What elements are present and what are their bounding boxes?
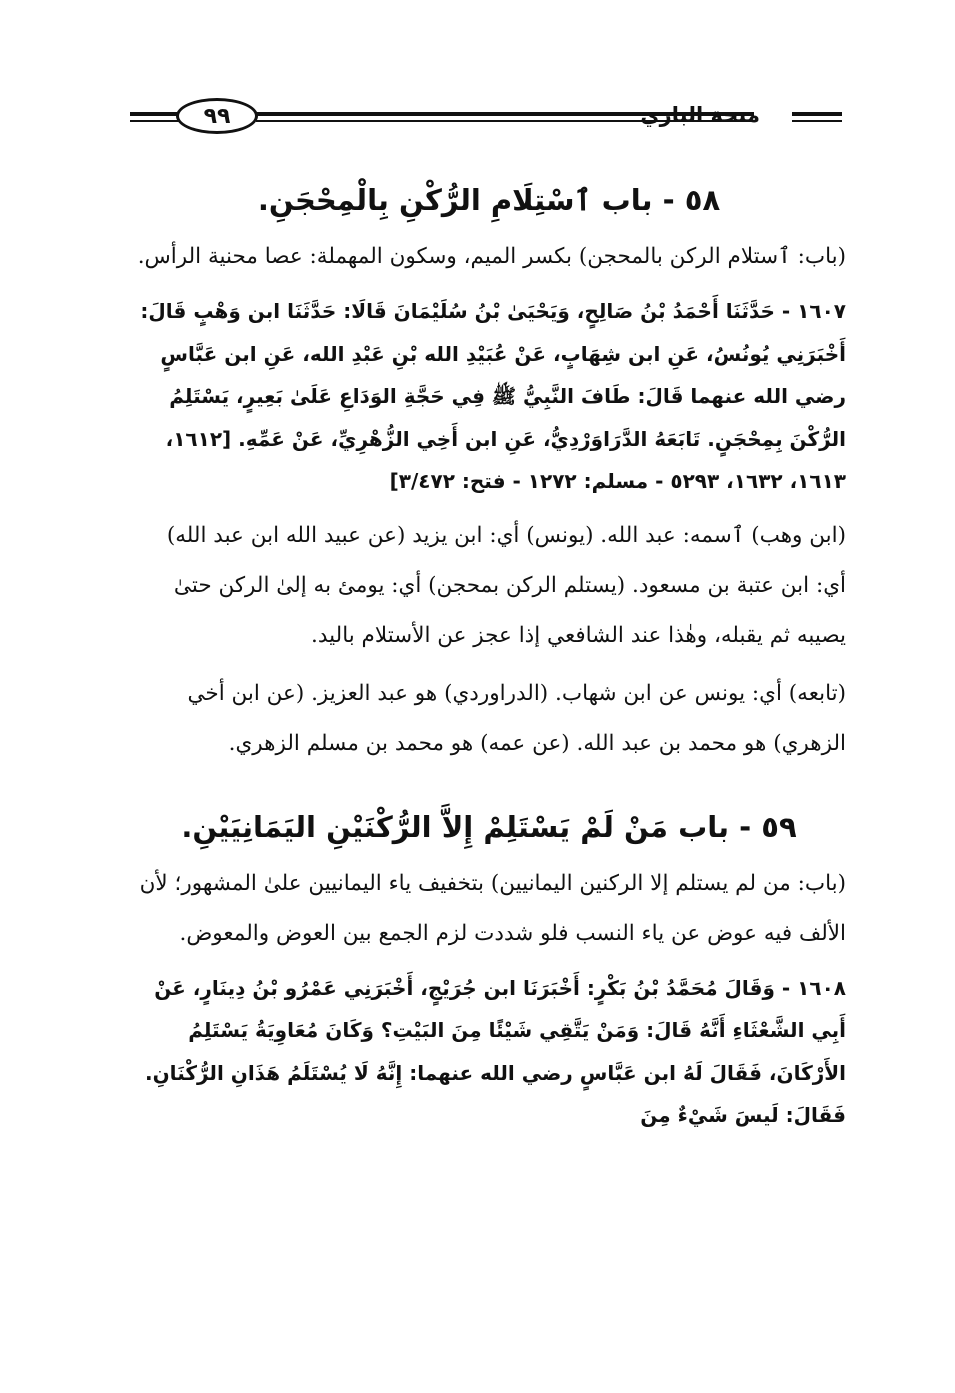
header-rule-right-thin xyxy=(792,120,842,122)
chapter-intro-58: (باب: ٱستلام الركن بالمحجن) بكسر الميم، وسكون المهملة: عصا محنية الرأس. xyxy=(137,244,846,269)
page-number-badge xyxy=(176,98,258,134)
hadith-1608: ١٦٠٨ - وَقَالَ مُحَمَّدُ بْنُ بَكْرٍ: أَخْبَرَنَا ابن جُرَيْجٍ، أَخْبَرَنِي عَمْرُو بْنُ دِينَارٍ، عَنْ أَبِي الشَّعْثَاءِ أَنَّهُ قَالَ: وَمَنْ يَتَّقِي شَيْئًا مِنَ البَيْتِ؟ وَكَانَ مُعَاوِيَةُ يَسْتَلِمُ الأَرْكَانَ، فَقَالَ لَهُ ابن عَبَّاسٍ رضي الله عنهما: إِنَّهُ لَا يُسْتَلَمُ هَذَانِ الرُّكْنَانِ. فَقَالَ: لَيسَ شَيْءٌ مِنَ xyxy=(145,975,846,1127)
header-rule-right-thick xyxy=(792,112,842,116)
running-header xyxy=(130,96,842,140)
commentary-1607-narrators: (ابن وهب) ٱسمه: عبد الله. (يونس) أي: ابن يزيد (عن عبيد الله ابن عبد الله) أي: ابن عتبة بن مسعود. (يستلم الركن بمحجن) أي: يومئ به إلىٰ الركن حتىٰ يصيبه ثم يقبله، وهٰذا عند الشافعي إذا عجز عن الأستلام باليد. xyxy=(166,522,846,648)
chapter-heading-58: ٥٨ - باب ٱسْتِلَامِ الرُّكْنِ بِالْمِحْجَنِ. xyxy=(257,183,721,217)
commentary-1607-mutabaa: (تابعه) أي: يونس عن ابن شهاب. (الدراوردي) هو عبد العزيز. (عن ابن أخي الزهري) هو محمد بن عبد الله. (عن عمه) هو محمد بن مسلم الزهري. xyxy=(187,680,846,756)
hadith-1607: ١٦٠٧ - حَدَّثَنَا أَحْمَدُ بْنُ صَالِحٍ، وَيَحْيَىٰ بْنُ سُلَيْمَانَ قَالَا: حَدَّثَنَا ابن وَهْبٍ قَالَ: أَخْبَرَنِي يُونُسُ، عَنِ ابن شِهَابٍ، عَنْ عُبَيْدِ الله بْنِ عَبْدِ الله، عَنِ ابن عَبَّاسٍ رضي الله عنهما قَالَ: طَافَ النَّبِيُّ ﷺ فِي حَجَّةِ الوَدَاعِ عَلَىٰ بَعِيرٍ، يَسْتَلِمُ الرُّكْنَ بِمِحْجَنٍ. تَابَعَهُ الدَّرَاوَرْدِيُّ، عَنِ ابن أَخِي الزُّهْرِيِّ، عَنْ عَمِّهِ. [١٦١٢، ١٦١٣، ١٦٣٢، ٥٢٩٣ - مسلم: ١٢٧٢ - فتح: ٣/٤٧٢] xyxy=(140,299,846,493)
page-number: ٩٩ xyxy=(203,103,231,129)
page-body xyxy=(132,168,846,1137)
chapter-intro-59: (باب: من لم يستلم إلا الركنين اليمانيين) بتخفيف ياء اليمانيين علىٰ المشهور؛ لأن الألف فيه عوض عن ياء النسب فلو شددت لزم الجمع بين العوض والمعوض. xyxy=(139,870,846,946)
book-title: منحة الباري xyxy=(640,103,760,127)
chapter-heading-59: ٥٩ - باب مَنْ لَمْ يَسْتَلِمْ إِلاَّ الرُّكْنَيْنِ اليَمَانِيَيْنِ. xyxy=(181,809,797,844)
